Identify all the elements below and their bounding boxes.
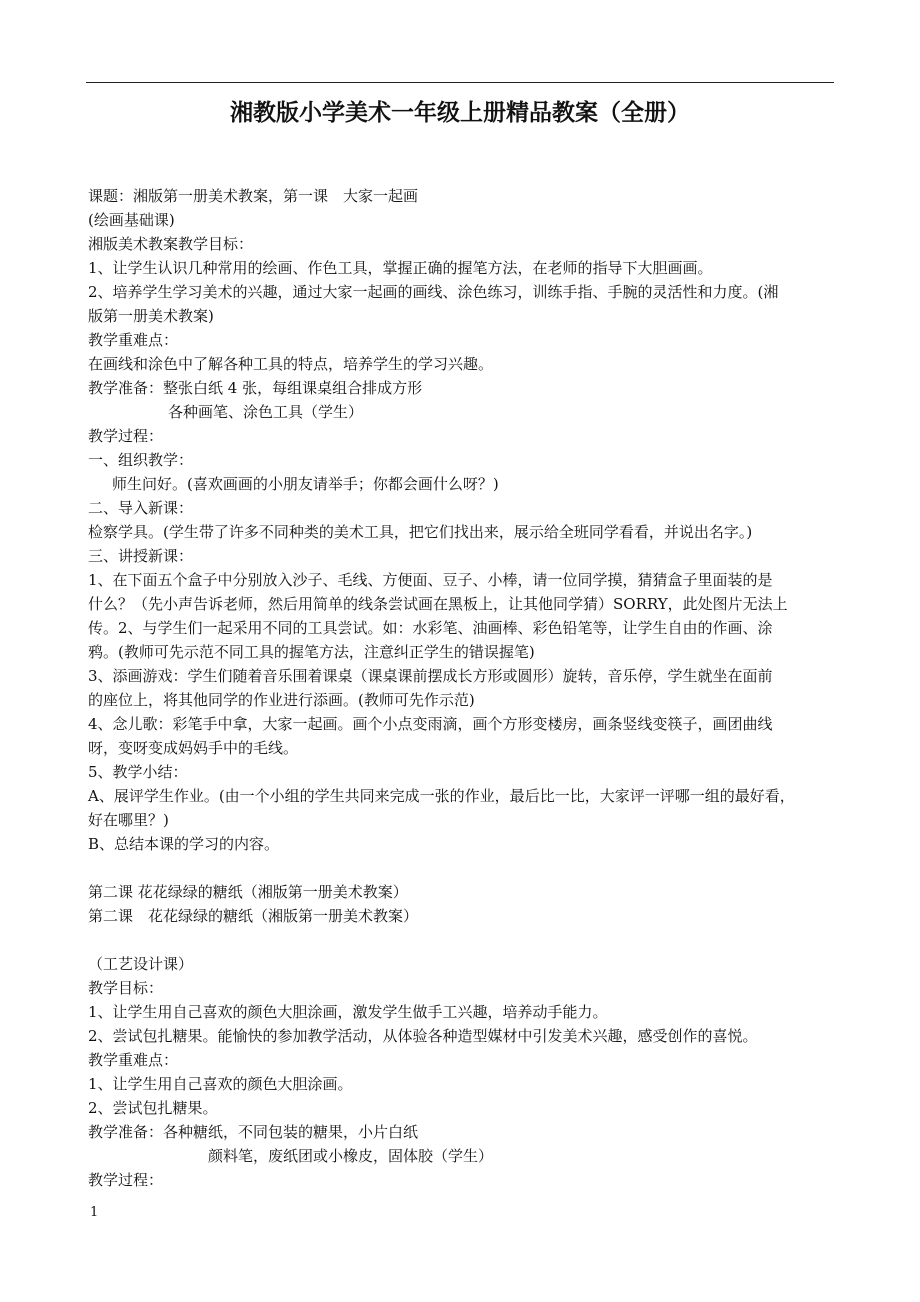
- text-line: 3、添画游戏：学生们随着音乐围着课桌（课桌课前摆成长方形或圆形）旋转，音乐停，学生就坐在面前: [88, 667, 773, 685]
- text-line: 2、尝试包扎糖果。: [88, 1099, 218, 1117]
- lesson-heading: 第二课 花花绿绿的糖纸（湘版第一册美术教案）: [88, 907, 419, 925]
- text-line: 版第一册美术教案): [88, 307, 214, 325]
- text-line: 4、念儿歌：彩笔手中拿，大家一起画。画个小点变雨滴，画个方形变楼房，画条竖线变筷子，画团曲线: [88, 715, 773, 733]
- text-line: 颜料笔，废纸团或小橡皮，固体胶（学生）: [208, 1147, 494, 1165]
- text-line: 什么？（先小声告诉老师，然后用简单的线条尝试画在黑板上，让其他同学猜）SORRY，此处图片无法上: [88, 595, 788, 613]
- text-line: 湘版美术教案教学目标：: [88, 235, 254, 253]
- text-line: 各种画笔、涂色工具（学生）: [168, 403, 364, 421]
- text-line: 1、让学生认识几种常用的绘画、作色工具，掌握正确的握笔方法，在老师的指导下大胆画画。: [88, 259, 713, 277]
- text-line: 师生问好。(喜欢画画的小朋友请举手；你都会画什么呀？): [112, 475, 499, 493]
- blank-line: [88, 856, 834, 880]
- text-line: 一、组织教学：: [88, 451, 194, 469]
- text-line: 1、让学生用自己喜欢的颜色大胆涂画，激发学生做手工兴趣，培养动手能力。: [88, 1003, 608, 1021]
- text-line: 传。2、与学生们一起采用不同的工具尝试。如：水彩笔、油画棒、彩色铅笔等，让学生自由的作画、涂: [88, 619, 773, 637]
- text-line: 三、讲授新课：: [88, 547, 194, 565]
- text-line: 教学准备：各种糖纸，不同包装的糖果，小片白纸: [88, 1123, 419, 1141]
- text-line: 教学目标：: [88, 979, 164, 997]
- page-number: 1: [90, 1205, 99, 1220]
- text-line: B、总结本课的学习的内容。: [88, 835, 280, 853]
- text-line: (绘画基础课): [88, 211, 175, 229]
- document-body: [88, 184, 834, 1192]
- text-line: 检察学具。(学生带了许多不同种类的美术工具，把它们找出来，展示给全班同学看看，并说出名字。): [88, 523, 753, 541]
- text-line: 教学重难点：: [88, 1051, 179, 1069]
- text-line: 2、培养学生学习美术的兴趣，通过大家一起画的画线、涂色练习，训练手指、手腕的灵活性和力度。(湘: [88, 283, 779, 301]
- text-line: 教学重难点：: [88, 331, 179, 349]
- document-title: 湘教版小学美术一年级上册精品教案（全册）: [230, 100, 690, 126]
- lesson-heading: 第二课 花花绿绿的糖纸（湘版第一册美术教案）: [88, 883, 408, 901]
- text-line: 好在哪里？): [88, 811, 169, 829]
- header-rule: [86, 82, 834, 83]
- text-line: A、展评学生作业。(由一个小组的学生共同来完成一张的作业，最后比一比，大家评一评哪一组的最好看，: [88, 787, 795, 805]
- text-line: 在画线和涂色中了解各种工具的特点，培养学生的学习兴趣。: [88, 355, 494, 373]
- text-line: 教学准备：整张白纸 4 张，每组课桌组合排成方形: [88, 379, 423, 397]
- text-line: 课题：湘版第一册美术教案，第一课 大家一起画: [88, 187, 419, 205]
- text-line: 二、导入新课：: [88, 499, 194, 517]
- text-line: 呀，变呀变成妈妈手中的毛线。: [88, 739, 299, 757]
- blank-line: [88, 928, 834, 952]
- text-line: （工艺设计课）: [88, 955, 194, 973]
- text-line: 的座位上，将其他同学的作业进行添画。(教师可先作示范): [88, 691, 475, 709]
- text-line: 教学过程：: [88, 427, 164, 445]
- text-line: 1、在下面五个盒子中分别放入沙子、毛线、方便面、豆子、小棒，请一位同学摸，猜猜盒子里面装的是: [88, 571, 773, 589]
- text-line: 鸦。(教师可先示范不同工具的握笔方法，注意纠正学生的错误握笔): [88, 643, 535, 661]
- text-line: 1、让学生用自己喜欢的颜色大胆涂画。: [88, 1075, 353, 1093]
- text-line: 5、教学小结：: [88, 763, 188, 781]
- text-line: 教学过程：: [88, 1171, 164, 1189]
- text-line: 2、尝试包扎糖果。能愉快的参加教学活动，从体验各种造型媒材中引发美术兴趣，感受创作的喜悦。: [88, 1027, 758, 1045]
